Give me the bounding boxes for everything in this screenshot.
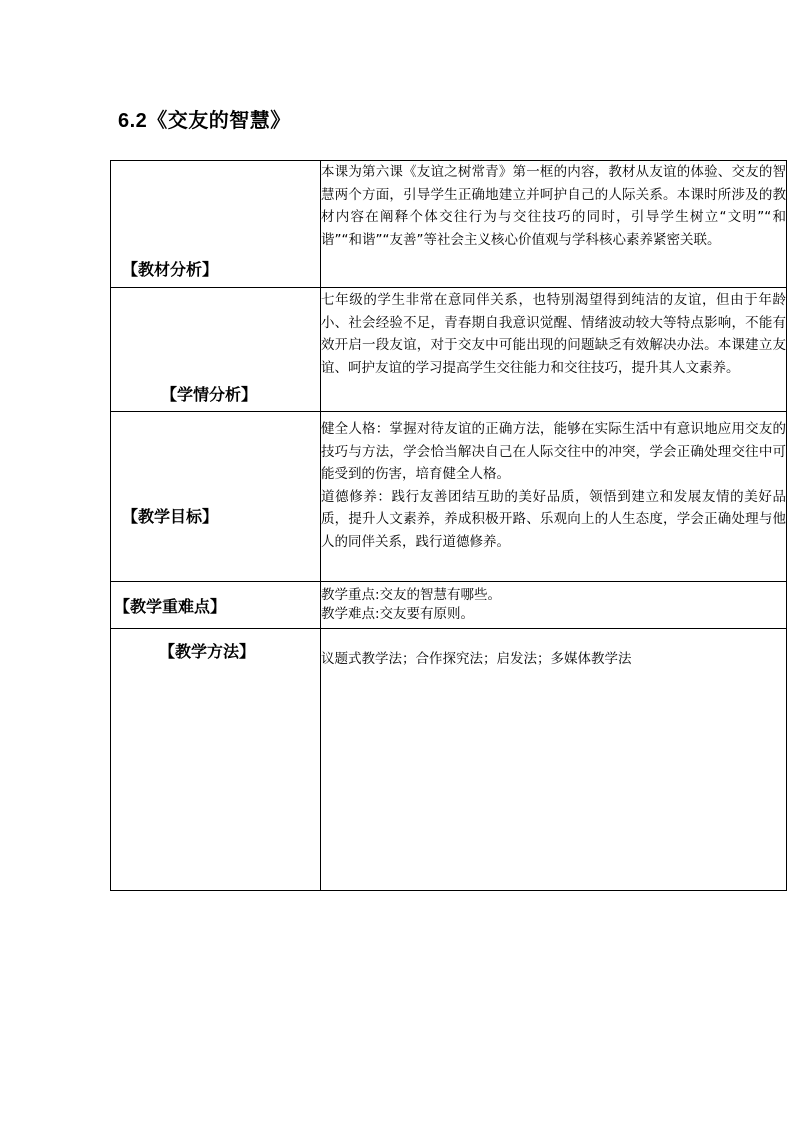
table-row: [111, 412, 787, 582]
table-row: [111, 288, 787, 412]
row-label-cell: [111, 412, 321, 582]
row-label: 【教学方法】: [159, 642, 256, 661]
row-content: 健全人格：掌握对待友谊的正确方法，能够在实际生活中有意识地应用交友的技巧与方法，学会恰当解决自己在人际交往中的冲突，学会正确处理交往中可能受到的伤害，培育健全人格。: [321, 421, 786, 483]
row-content-2: 教学难点:交友要有原则。: [321, 606, 475, 622]
row-content-cell: [321, 412, 787, 582]
row-label: 【教学重难点】: [114, 597, 227, 616]
row-label-cell: [111, 161, 321, 288]
row-label: 【教材分析】: [122, 260, 219, 279]
page-title: 6.2《交友的智慧》: [118, 110, 291, 132]
row-content: 七年级的学生非常在意同伴关系，也特别渴望得到纯洁的友谊，但由于年龄小、社会经验不足，青春期自我意识觉醒、情绪波动较大等特点影响，不能有效开启一段友谊，对于交友中可能出现的问题缺乏有效解决办法。本课建立友谊、呵护友谊的学习提高学生交往能力和交往技巧，提升其人文素养。: [321, 292, 786, 376]
row-content-cell: [321, 582, 787, 629]
lesson-plan-table: [110, 160, 787, 891]
table-row: [111, 629, 787, 891]
row-label-cell: [111, 629, 321, 891]
row-content-cell: [321, 288, 787, 412]
row-content-cell: [321, 629, 787, 891]
row-label: 【学情分析】: [161, 385, 258, 404]
row-content: 议题式教学法；合作探究法；启发法；多媒体教学法: [321, 651, 632, 667]
row-label-cell: [111, 582, 321, 629]
table-row: [111, 161, 787, 288]
row-content-2: 道德修养：践行友善团结互助的美好品质，领悟到建立和发展友情的美好品质，提升人文素养，养成积极开路、乐观向上的人生态度，学会正确处理与他人的同伴关系，践行道德修养。: [321, 488, 786, 550]
row-label: 【教学目标】: [122, 507, 219, 526]
table-row: [111, 582, 787, 629]
row-label-cell: [111, 288, 321, 412]
row-content: 本课为第六课《友谊之树常青》第一框的内容，教材从友谊的体验、交友的智慧两个方面，引导学生正确地建立并呵护自己的人际关系。本课时所涉及的教材内容在阐释个体交往行为与交往技巧的同时，引导学生树立“文明”“和谐”“和谐”“友善”等社会主义核心价值观与学科核心素养紧密关联。: [321, 164, 786, 248]
row-content-cell: [321, 161, 787, 288]
row-content: 教学重点:交友的智慧有哪些。: [321, 587, 502, 603]
